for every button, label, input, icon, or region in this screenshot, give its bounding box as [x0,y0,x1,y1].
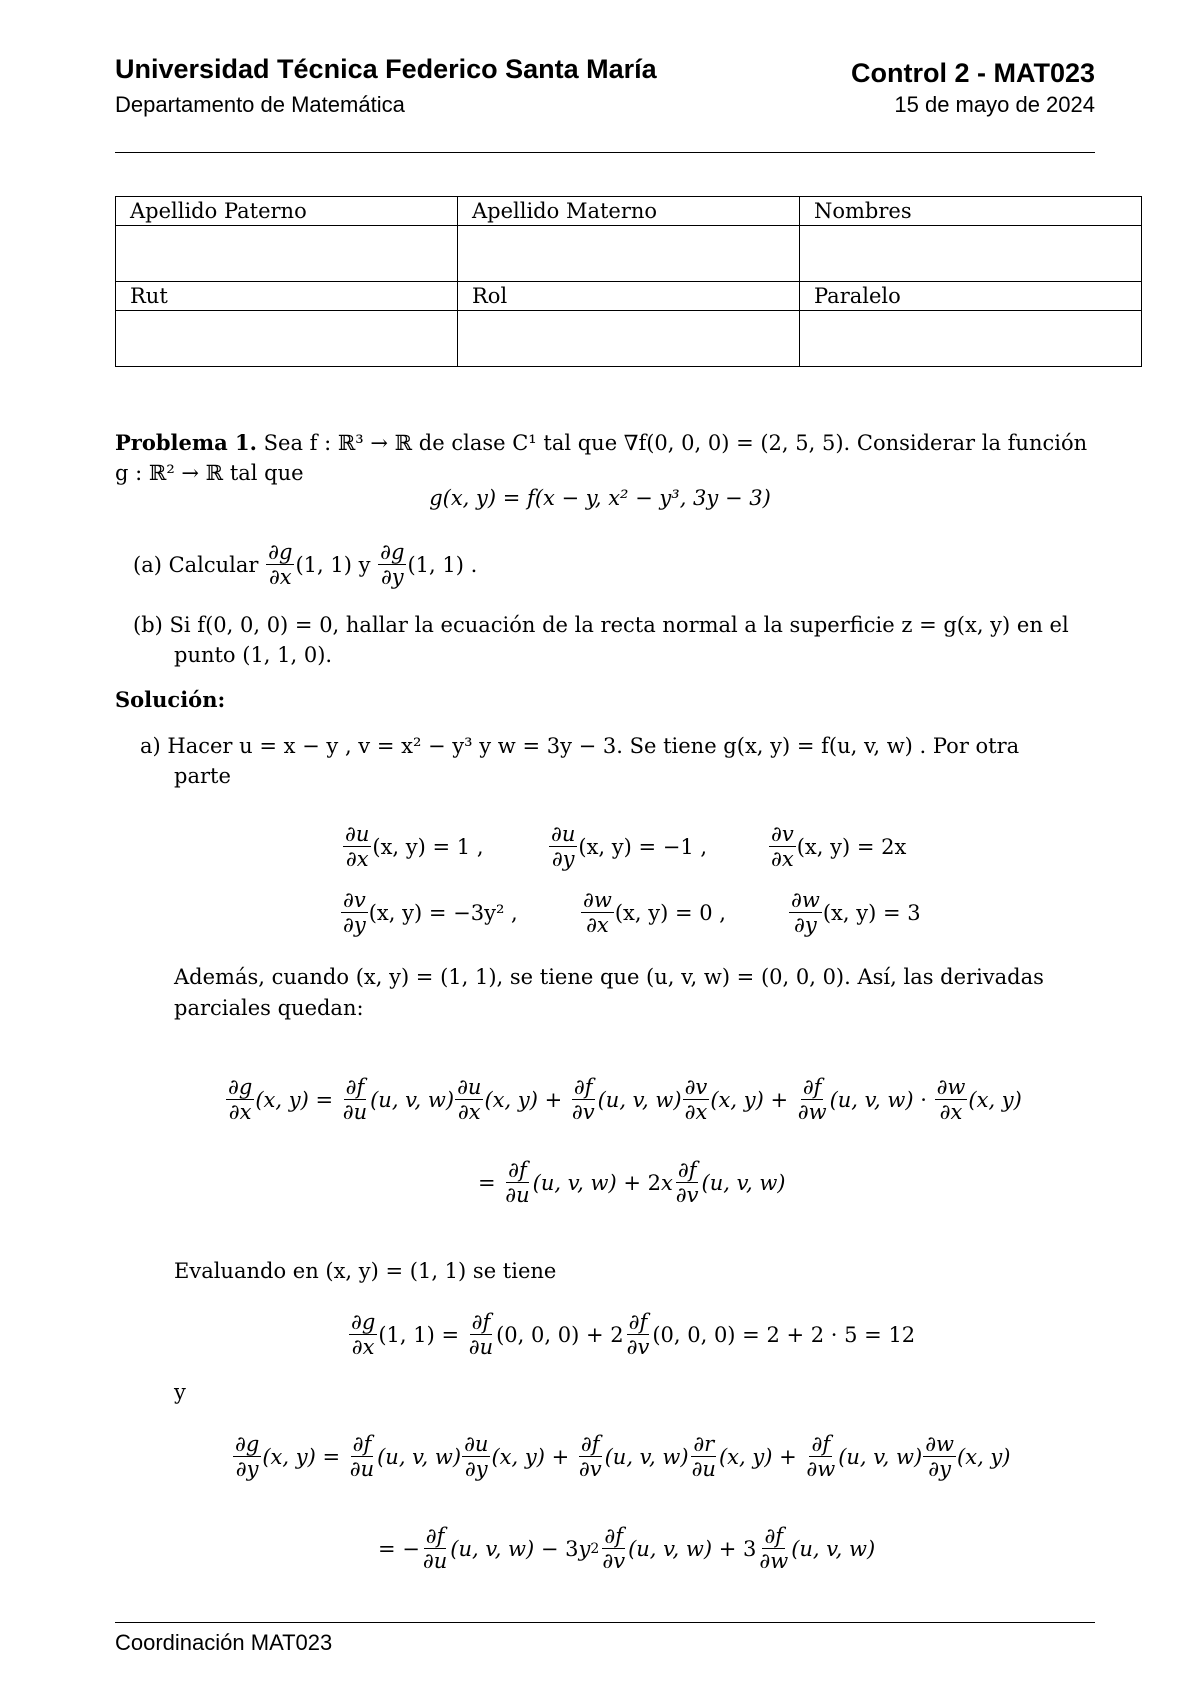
part-b-text-1: Si f(0, 0, 0) = 0, hallar la ecuación de la recta normal a la superficie z = g(x, y) en el [169,613,1069,637]
label-apellido-paterno: Apellido Paterno [116,197,458,226]
partial-du-dx: $\frac{\partial u}{\partial x}$ (x, y) = 1 , [345,822,484,872]
part-b-label: (b) [133,613,163,637]
field-rut[interactable] [116,311,458,367]
department-name: Departamento de Matemática [115,92,405,117]
eval-dg-dx: $\frac{\partial g}{\partial x}$ (1, 1) = $\frac{\partial f}{\partial u}$ (0, 0, 0) + 2 $\frac{\partial f}{\partial v}$ (0, 0, 0) = 2 + 2 · 5 = 12 [351,1310,916,1360]
label-nombres: Nombres [800,197,1142,226]
field-nombres[interactable] [800,226,1142,282]
partial-du-dy: $\frac{\partial u}{\partial y}$ (x, y) = −1 , [551,822,708,872]
partial-dv-dy: $\frac{\partial v}{\partial y}$ (x, y) = −3y² , [343,888,518,938]
function-definition: g(x, y) = f(x − y, x² − y³, 3y − 3) [429,486,771,510]
fraction-dg-dy: $\frac{\partial g}{\partial y}$ [380,540,405,590]
label-paralelo: Paralelo [800,282,1142,311]
ademas-text-2: parciales quedan: [174,996,364,1020]
y-word: y [174,1380,186,1404]
partial-dw-dx: $\frac{\partial w}{\partial x}$ (x, y) = 0 , [583,888,726,938]
problem-text-2: g : ℝ² → ℝ tal que [115,461,304,485]
solution-a-text-2: parte [174,764,231,788]
evaluando-text: Evaluando en (x, y) = (1, 1) se tiene [174,1259,557,1283]
part-a-label: (a) [133,552,162,577]
problem-title: Problema 1. [115,430,257,455]
partial-dv-dx: $\frac{\partial v}{\partial x}$ (x, y) = 2x [771,822,907,872]
label-apellido-materno: Apellido Materno [458,197,800,226]
exam-date: 15 de mayo de 2024 [894,92,1095,117]
field-apellido-materno[interactable] [458,226,800,282]
solution-title: Solución: [115,687,226,712]
university-name: Universidad Técnica Federico Santa María [115,54,657,84]
problem-text-1: Sea f : ℝ³ → ℝ de clase C¹ tal que ∇f(0, 0, 0) = (2, 5, 5). Considerar la función [263,431,1088,455]
label-rut: Rut [116,282,458,311]
part-b-line1 [133,610,1069,640]
partial-dw-dy: $\frac{\partial w}{\partial y}$ (x, y) = 3 [791,888,921,938]
solution-a-label: a) [140,734,161,758]
part-a: (a) Calcular $\frac{\partial g}{\partial x}$ (1, 1) y $\frac{\partial g}{\partial y}$ (1, 1) . [133,540,478,590]
part-a-text: Calcular [168,552,259,577]
footer-rule [115,1622,1095,1623]
field-paralelo[interactable] [800,311,1142,367]
problem-statement-line1 [115,428,1095,458]
chain-rule-dg-dx-simplified: = $\frac{\partial f}{\partial u}$ (u, v, w) + 2 x $\frac{\partial f}{\partial v}$ (u, v, w) [478,1158,786,1208]
field-rol[interactable] [458,311,800,367]
label-rol: Rol [458,282,800,311]
solution-a-line1 [140,731,1019,761]
field-apellido-paterno[interactable] [116,226,458,282]
fraction-dg-dx: $\frac{\partial g}{\partial x}$ [268,540,293,590]
header-rule [115,152,1095,153]
part-b-text-2: punto (1, 1, 0). [174,643,333,667]
footer-text: Coordinación MAT023 [115,1630,333,1655]
exam-title: Control 2 - MAT023 [850,58,1095,88]
ademas-text-1: Además, cuando (x, y) = (1, 1), se tiene que (u, v, w) = (0, 0, 0). Así, las derivadas [174,965,1044,989]
chain-rule-dg-dy: $\frac{\partial g}{\partial y}$ (x, y) = $\frac{\partial f}{\partial u}$ (u, v, w) $\frac{\partial u}{\partial y}$ (x, y) + $\frac{\partial f}{\partial v}$ (u, v, w) $\frac{\partial r}{\partial u}$ (x, y) + $\frac{\partial f}{\partial w}$ (u, v, w) $\frac{\partial w}{\partial y}$ (x, y) [235,1432,1011,1482]
student-info-table [115,196,1142,367]
solution-a-text-1: Hacer u = x − y , v = x² − y³ y w = 3y − 3. Se tiene g(x, y) = f(u, v, w) . Por otra [167,734,1020,758]
chain-rule-dg-dx: $\frac{\partial g}{\partial x}$ (x, y) = $\frac{\partial f}{\partial u}$ (u, v, w) $\frac{\partial u}{\partial x}$ (x, y) + $\frac{\partial f}{\partial v}$ (u, v, w) $\frac{\partial v}{\partial x}$ (x, y) + $\frac{\partial f}{\partial w}$ (u, v, w) · $\frac{\partial w}{\partial x}$ (x, y) [228,1075,1022,1125]
chain-rule-dg-dy-simplified: = − $\frac{\partial f}{\partial u}$ (u, v, w) − 3 y 2 $\frac{\partial f}{\partial v}$ (u, v, w) + 3 $\frac{\partial f}{\partial w}$ (u, v, w) [378,1524,876,1574]
